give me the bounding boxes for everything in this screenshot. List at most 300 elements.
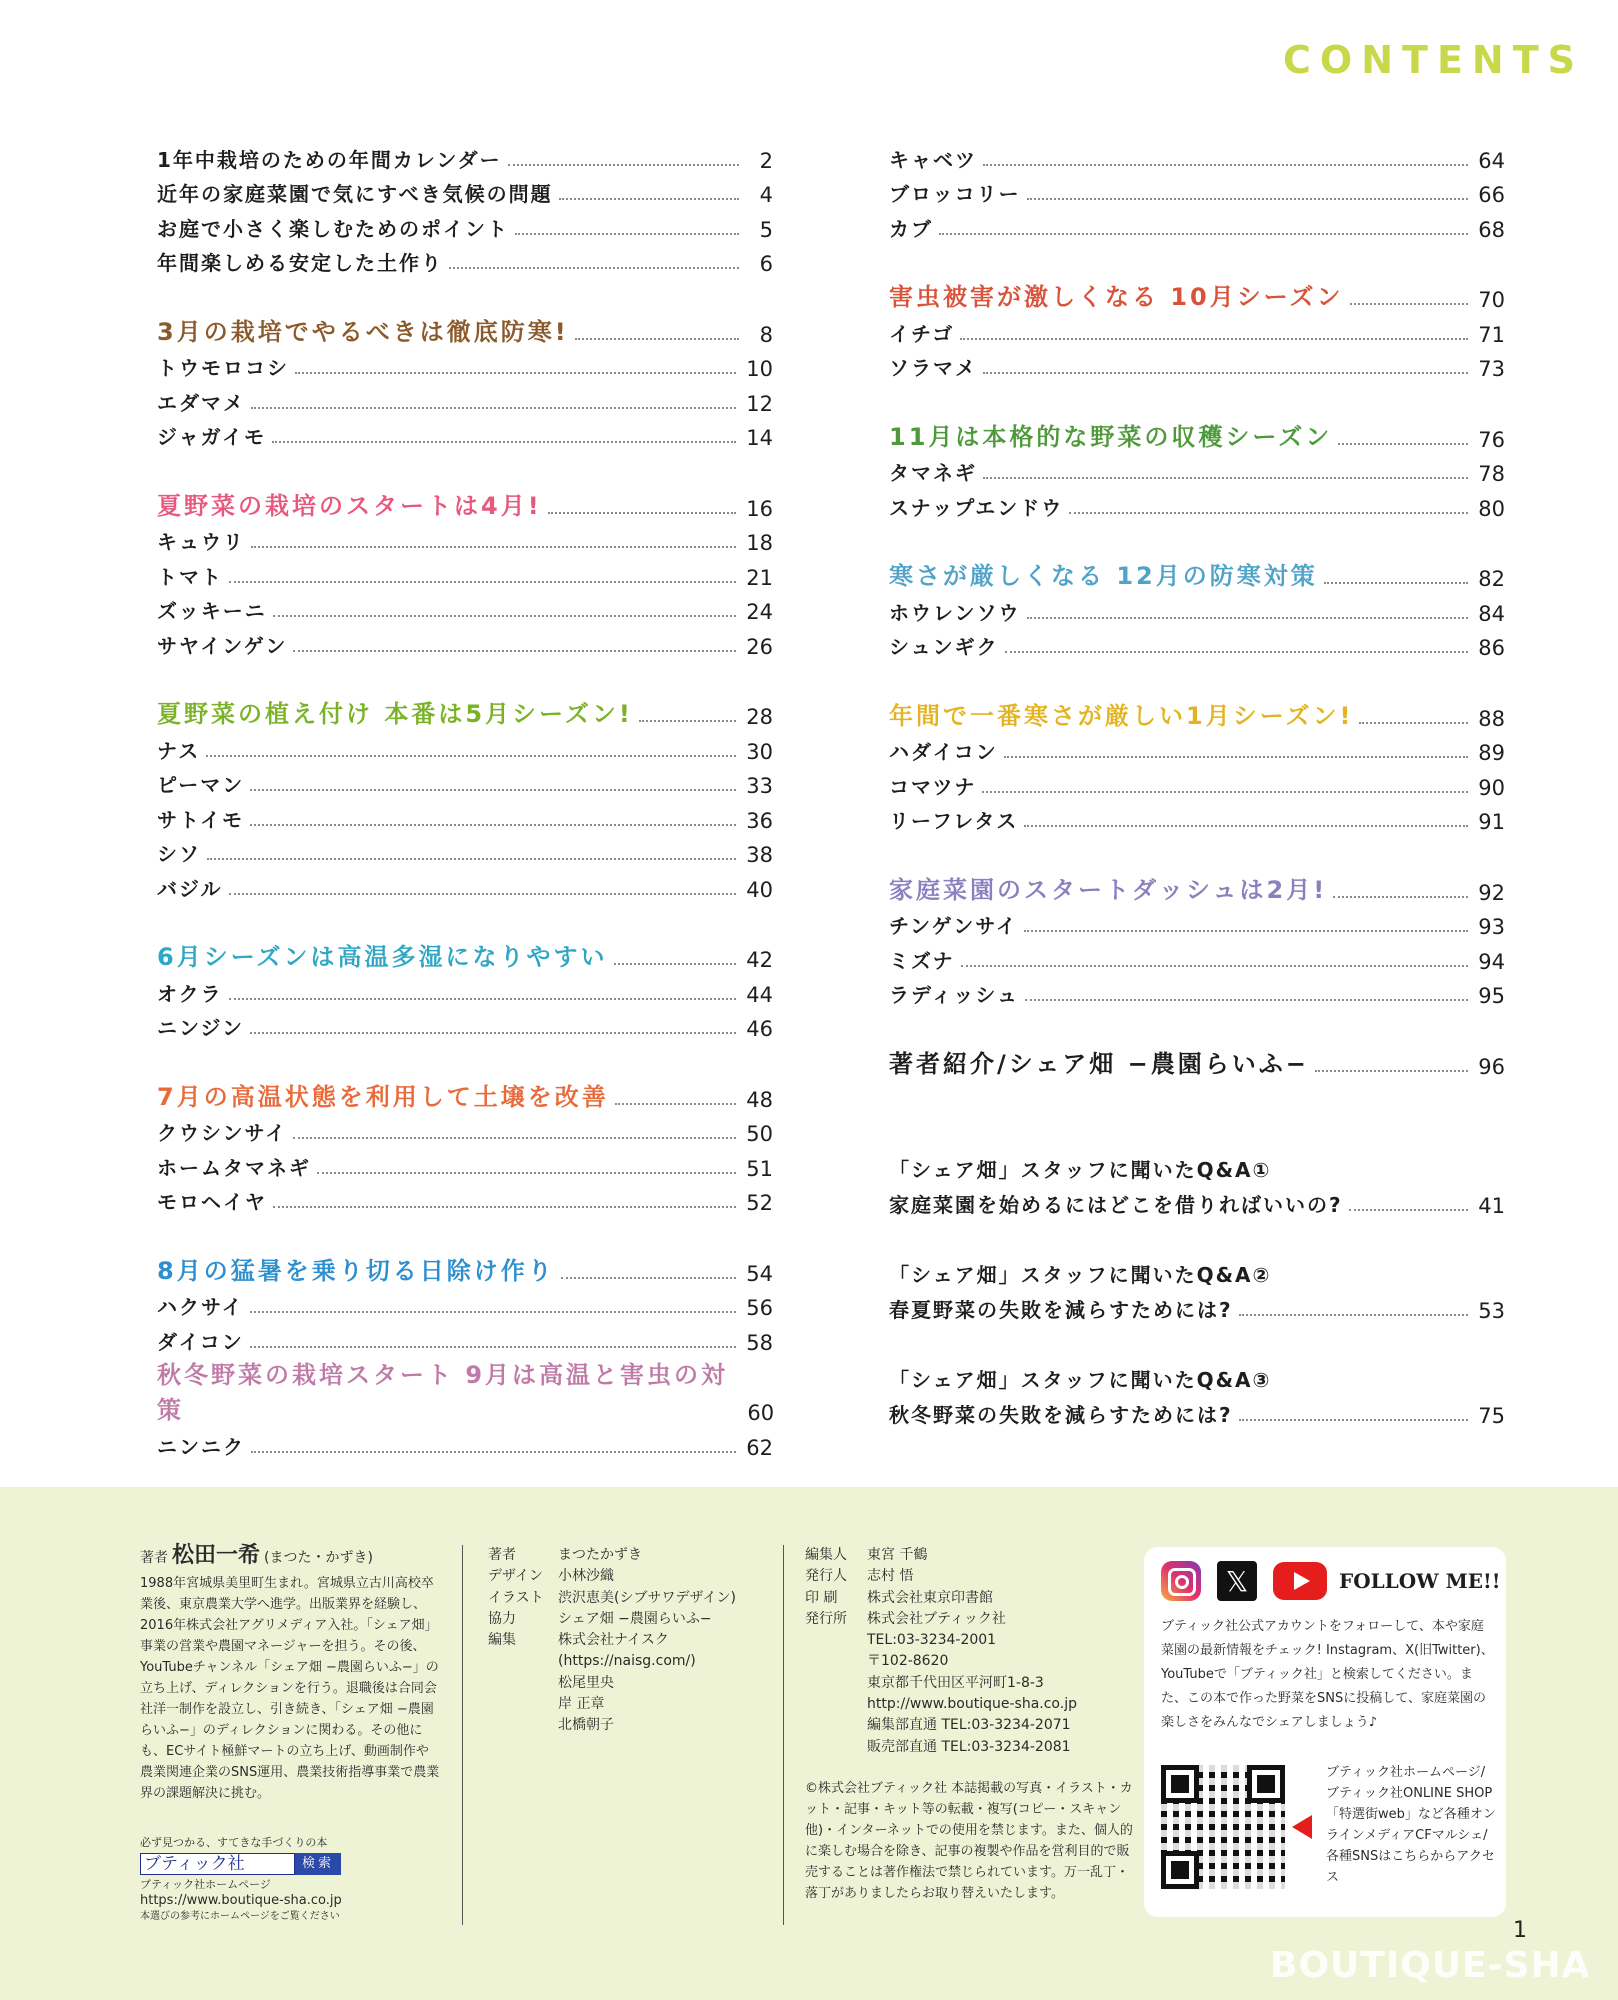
toc-entry[interactable]	[889, 1288, 1505, 1323]
entry-label: バジル	[157, 876, 223, 901]
author-prefix: 著者	[140, 1550, 168, 1566]
entry-label: 11月は本格的な野菜の収穫シーズン	[889, 422, 1333, 451]
arrow-left-icon	[1292, 1815, 1312, 1839]
credit-role	[805, 1737, 867, 1758]
entry-label: 春夏野菜の失敗を減らすためには?	[889, 1297, 1233, 1322]
toc-entry[interactable]	[157, 1181, 773, 1216]
toc-entry[interactable]	[157, 416, 773, 451]
page-ref: 58	[746, 1330, 773, 1355]
leader-dots	[250, 824, 736, 826]
entry-label: イチゴ	[889, 321, 955, 346]
publisher-row	[805, 1694, 1135, 1715]
entry-label: ラディッシュ	[889, 983, 1019, 1007]
entry-label: ズッキーニ	[157, 599, 267, 623]
sns-links-text: ブティック社ホームページ/ブティック社ONLINE SHOP「特選街web」など各種オンラインメディアCFマルシェ/各種SNSはこちらからアクセス	[1326, 1765, 1496, 1885]
youtube-icon[interactable]	[1273, 1562, 1327, 1600]
credit-role: 編集人	[805, 1547, 847, 1563]
entry-label: 年間で一番寒さが厳しい1月シーズン!	[889, 701, 1354, 730]
divider	[462, 1545, 463, 1925]
leader-dots	[317, 1172, 736, 1174]
leader-dots	[295, 372, 736, 374]
entry-label: 6月シーズンは高温多湿になりやすい	[157, 943, 608, 971]
page-ref: 92	[1478, 880, 1505, 905]
entry-label: お庭で小さく楽しむためのポイント	[157, 216, 509, 241]
page-ref: 93	[1478, 915, 1505, 939]
leader-dots	[1338, 443, 1468, 445]
credit-value: まつたかずき	[558, 1547, 642, 1563]
staff-row	[488, 1630, 736, 1651]
entry-label: 8月の猛暑を乗り切る日除け作り	[157, 1256, 555, 1285]
leader-dots	[639, 720, 736, 722]
leader-dots	[206, 755, 736, 757]
leader-dots	[293, 1137, 736, 1139]
toc-entry[interactable]	[889, 939, 1505, 974]
entry-label: 夏野菜の植え付け 本番は5月シーズン!	[157, 700, 633, 728]
staff-row	[488, 1588, 736, 1609]
entry-label: コマツナ	[889, 774, 977, 799]
credit-role	[488, 1673, 558, 1694]
entry-label: 7月の高温状態を利用して土壌を改善	[157, 1082, 609, 1111]
toc-section-heading[interactable]	[889, 417, 1505, 452]
entry-label: リーフレタス	[889, 809, 1019, 833]
page-ref: 38	[746, 843, 773, 867]
toc-entry[interactable]	[157, 1286, 773, 1321]
leader-dots	[982, 791, 1468, 793]
page-ref: 90	[1478, 775, 1505, 800]
toc-section-heading[interactable]	[157, 312, 773, 347]
page-ref: 21	[746, 565, 773, 590]
toc-entry[interactable]	[157, 207, 773, 242]
leader-dots	[1027, 198, 1469, 200]
publisher-row	[805, 1630, 1135, 1651]
page-ref: 16	[746, 496, 773, 521]
publisher-row	[805, 1588, 1135, 1609]
leader-dots	[1333, 896, 1468, 898]
toc-section-heading[interactable]	[157, 938, 773, 973]
toc-entry[interactable]	[889, 347, 1505, 382]
leader-dots	[508, 164, 739, 166]
staff-row	[488, 1609, 736, 1630]
qr-code-icon[interactable]	[1161, 1765, 1285, 1889]
credit-value: 岸 正章	[558, 1696, 605, 1713]
toc-entry[interactable]	[889, 1183, 1505, 1218]
toc-entry[interactable]	[157, 173, 773, 208]
leader-dots	[250, 1346, 736, 1348]
page-ref: 51	[746, 1156, 773, 1181]
leader-dots	[229, 581, 736, 583]
publisher-row	[805, 1715, 1135, 1736]
leader-dots	[983, 477, 1468, 479]
author-bio: 1988年宮城県美里町生まれ。宮城県立古川高校卒業後、東京農業大学へ進学。出版業界を経験し、2016年株式会社アグリメディア入社。「シェア畑」事業の営業や農園マネージャーを担う。その後、YouTubeチャンネル「シェア畑 −農園らいふ−」の立ち上げ、ディレクションを行う。退職後は合同会社洋一制作を設立し、引き続き、「シェア畑 −農園らいふ−」のディレクションに関わる。その他にも、ECサイト極鮮マートの立ち上げ、動画制作や農業関連企業のSNS運用、農業技術指導事業で農業界の課題解決に挑む。	[140, 1576, 440, 1801]
toc-entry[interactable]	[889, 974, 1505, 1009]
entry-label: 害虫被害が激しくなる 10月シーズン	[889, 283, 1344, 311]
instagram-icon[interactable]	[1161, 1561, 1201, 1601]
search-input[interactable]: ブティック社	[140, 1853, 295, 1875]
page-ref: 48	[746, 1087, 773, 1112]
credit-value: 志村 悟	[867, 1568, 914, 1585]
entry-label: サヤインゲン	[157, 633, 288, 658]
homepage-note: 本選びの参考にホームページをご覧ください	[140, 1911, 340, 1922]
entry-label: ブロッコリー	[889, 182, 1021, 206]
toc-entry[interactable]	[157, 764, 773, 799]
page-ref: 26	[746, 634, 773, 659]
author-reading: (まつた・かずき)	[264, 1550, 373, 1566]
leader-dots	[251, 546, 736, 548]
leader-dots	[1025, 999, 1468, 1001]
credit-role: 発行所	[805, 1610, 847, 1627]
leader-dots	[251, 1451, 736, 1453]
leader-dots	[1024, 825, 1468, 827]
publisher-row	[805, 1651, 1135, 1672]
leader-dots	[939, 233, 1468, 235]
page-title: CONTENTS	[1283, 38, 1584, 82]
credit-value: 渋沢恵美(シブサワデザイン)	[558, 1589, 736, 1606]
entry-label: トウモロコシ	[157, 356, 289, 380]
staff-row	[488, 1566, 736, 1587]
leader-dots	[983, 164, 1468, 166]
page-ref: 12	[746, 391, 773, 416]
entry-label: ニンジン	[157, 1016, 244, 1040]
toc-entry[interactable]	[157, 1146, 773, 1181]
entry-label: シソ	[157, 842, 201, 866]
toc-section-heading[interactable]	[157, 1251, 773, 1286]
toc-entry[interactable]	[889, 452, 1505, 487]
leader-dots	[293, 650, 736, 652]
toc-entry[interactable]	[157, 1320, 773, 1355]
page-ref: 8	[759, 322, 773, 347]
toc-entry[interactable]	[157, 798, 773, 833]
credit-role	[805, 1694, 867, 1715]
entry-label: タマネギ	[889, 461, 977, 485]
entry-label: ナス	[157, 738, 201, 763]
toc-entry[interactable]	[157, 242, 773, 277]
toc-entry[interactable]	[889, 312, 1505, 347]
entry-label: キュウリ	[157, 530, 245, 554]
page-ref: 52	[746, 1191, 773, 1215]
leader-dots	[1024, 930, 1468, 932]
toc-entry[interactable]	[157, 1425, 773, 1460]
leader-dots	[1349, 1209, 1469, 1211]
toc-entry[interactable]	[157, 347, 773, 382]
entry-label: ピーマン	[157, 773, 245, 797]
credit-role: イラスト	[488, 1589, 544, 1606]
toc-section-heading[interactable]	[157, 1077, 773, 1112]
credit-value: 北橋朝子	[558, 1717, 614, 1734]
page-ref: 89	[1478, 741, 1505, 765]
credit-value: 東宮 千鶴	[867, 1547, 928, 1563]
leader-dots	[1324, 582, 1469, 584]
page-ref: 71	[1478, 322, 1505, 347]
page-ref: 64	[1478, 148, 1505, 173]
staff-row	[488, 1694, 736, 1715]
credit-role: デザイン	[488, 1568, 544, 1585]
leader-dots	[250, 1311, 737, 1313]
credit-role: 印 刷	[805, 1589, 838, 1606]
toc-entry[interactable]	[157, 1112, 773, 1147]
leader-dots	[1069, 512, 1468, 514]
entry-label: 寒さが厳しくなる 12月の防寒対策	[889, 562, 1318, 590]
leader-dots	[515, 233, 739, 235]
leader-dots	[614, 963, 737, 965]
page-number: 1	[1513, 1918, 1527, 1943]
leader-dots	[251, 407, 736, 409]
toc-entry[interactable]	[157, 1007, 773, 1042]
credit-role	[805, 1673, 867, 1694]
page-ref: 84	[1478, 601, 1505, 626]
page-ref: 14	[746, 426, 773, 450]
leader-dots	[1350, 303, 1469, 305]
entry-label: 秋冬野菜の失敗を減らすためには?	[889, 1402, 1233, 1427]
search-button[interactable]: 検索	[295, 1853, 341, 1875]
credit-value: TEL:03-3234-2001	[867, 1632, 997, 1649]
page-ref: 68	[1478, 217, 1505, 242]
page-ref: 75	[1478, 1403, 1505, 1428]
leader-dots	[1239, 1314, 1469, 1316]
toc-entry[interactable]	[157, 867, 773, 902]
toc-section-heading[interactable]	[157, 1361, 775, 1426]
toc-section-heading[interactable]	[889, 696, 1505, 731]
toc-entry[interactable]	[889, 765, 1505, 800]
entry-label: 秋冬野菜の栽培スタート 9月は高温と害虫の対策	[157, 1361, 729, 1424]
credit-value: (https://naisg.com/)	[558, 1653, 696, 1670]
leader-dots	[229, 893, 737, 895]
staff-row	[488, 1545, 736, 1566]
credit-role: 著者	[488, 1547, 516, 1563]
leader-dots	[1027, 617, 1469, 619]
page-ref: 5	[759, 217, 773, 242]
entry-label: 1年中栽培のための年間カレンダー	[157, 147, 502, 172]
leader-dots	[559, 198, 739, 200]
page-ref: 82	[1478, 567, 1505, 591]
copyright-notice: ©株式会社ブティック社 本誌掲載の写真・イラスト・カット・記事・キット等の転載・複写(コピー・スキャン他)・インターネットでの使用を禁じます。また、個人的に楽しむ場合を除き、記事の複製や作品を営利目的で販売することは著作権法で禁じられています。万一乱丁・落丁がありましたらお取り替えいたします。	[805, 1781, 1133, 1901]
entry-label: スナップエンドウ	[889, 495, 1064, 520]
page-ref: 50	[746, 1122, 773, 1146]
publisher-row	[805, 1673, 1135, 1694]
toc-entry[interactable]	[157, 972, 773, 1007]
toc-entry[interactable]	[157, 590, 773, 625]
page-ref: 30	[746, 739, 773, 764]
page-ref: 41	[1478, 1193, 1505, 1218]
publisher-row	[805, 1609, 1135, 1630]
toc-entry[interactable]	[889, 207, 1505, 242]
entry-label: ダイコン	[157, 1329, 244, 1354]
page-ref: 91	[1478, 810, 1505, 834]
page-ref: 42	[746, 948, 773, 972]
sns-description: ブティック社公式アカウントをフォローして、本や家庭菜園の最新情報をチェック! Instagram、X(旧Twitter)、YouTubeで「ブティック社」と検索してください。また、この本で作った野菜をSNSに投稿して、家庭菜園の楽しさをみんなでシェアしましょう♪	[1161, 1619, 1494, 1730]
x-icon[interactable]: 𝕏	[1217, 1561, 1257, 1601]
page-ref: 54	[746, 1261, 773, 1286]
page-ref: 66	[1478, 183, 1505, 207]
toc-left-column	[157, 138, 773, 1460]
follow-label: FOLLOW ME!!	[1339, 1569, 1501, 1593]
page-ref: 88	[1478, 706, 1505, 731]
search-promo	[140, 1835, 460, 1925]
qa-heading: 「シェア畑」スタッフに聞いたQ&A②	[889, 1263, 1272, 1287]
credit-value: 株式会社ナイスク	[558, 1632, 669, 1649]
credit-value: http://www.boutique-sha.co.jp	[867, 1696, 1077, 1713]
toc-entry[interactable]	[889, 138, 1505, 173]
toc-entry[interactable]	[889, 173, 1505, 208]
qa-heading: 「シェア畑」スタッフに聞いたQ&A①	[889, 1158, 1272, 1182]
entry-label: ホームタマネギ	[157, 1155, 311, 1180]
leader-dots	[273, 1206, 736, 1208]
entry-label: カブ	[889, 216, 933, 241]
toc-entry[interactable]	[889, 591, 1505, 626]
publisher-row	[805, 1737, 1135, 1758]
credit-role	[805, 1651, 867, 1672]
staff-row	[488, 1673, 736, 1694]
leader-dots	[575, 338, 739, 340]
leader-dots	[1359, 722, 1468, 724]
page-ref: 70	[1478, 288, 1505, 312]
credit-role: 編集	[488, 1632, 516, 1649]
publisher-row	[805, 1566, 1135, 1587]
page-ref: 53	[1478, 1298, 1505, 1323]
entry-label: 近年の家庭菜園で気にすべき気候の問題	[157, 182, 553, 206]
leader-dots	[983, 372, 1468, 374]
leader-dots	[548, 512, 737, 514]
entry-label: 家庭菜園を始めるにはどこを借りればいいの?	[889, 1192, 1343, 1217]
toc-entry[interactable]	[157, 521, 773, 556]
entry-label: トマト	[157, 564, 223, 589]
page-ref: 78	[1478, 462, 1505, 486]
entry-label: モロヘイヤ	[157, 1190, 267, 1214]
credit-value: 販売部直通 TEL:03-3234-2081	[867, 1738, 1071, 1755]
entry-label: 年間楽しめる安定した土作り	[157, 251, 443, 275]
credit-value: 編集部直通 TEL:03-3234-2071	[867, 1717, 1071, 1734]
toc-entry[interactable]	[889, 800, 1505, 835]
entry-label: 著者紹介/シェア畑 −農園らいふ−	[889, 1049, 1309, 1078]
entry-label: 夏野菜の栽培のスタートは4月!	[157, 491, 542, 520]
sns-card	[1144, 1547, 1506, 1917]
page-ref: 6	[759, 252, 773, 276]
author-profile	[140, 1545, 440, 1804]
credit-role: 協力	[488, 1610, 516, 1627]
entry-label: 家庭菜園のスタートダッシュは2月!	[889, 875, 1328, 904]
page-ref: 28	[746, 705, 773, 729]
page-ref: 80	[1478, 496, 1505, 521]
leader-dots	[250, 789, 736, 791]
toc-entry[interactable]	[157, 138, 773, 173]
credit-value: シェア畑 −農園らいふ−	[558, 1610, 712, 1627]
leader-dots	[250, 1032, 736, 1034]
leader-dots	[1004, 756, 1468, 758]
page-ref: 56	[746, 1296, 773, 1320]
credit-value: 松尾里央	[558, 1674, 614, 1691]
toc-entry[interactable]	[889, 1393, 1505, 1428]
author-name: 松田一希	[172, 1543, 261, 1568]
page-ref: 60	[747, 1401, 775, 1425]
page-ref: 44	[746, 982, 773, 1007]
toc-section-heading[interactable]	[889, 557, 1505, 592]
staff-row	[488, 1715, 736, 1736]
leader-dots	[561, 1277, 737, 1279]
page-ref: 18	[746, 531, 773, 555]
page-ref: 2	[759, 148, 773, 173]
credit-value: 小林沙織	[558, 1568, 614, 1585]
credit-role	[488, 1715, 558, 1736]
page-ref: 94	[1478, 949, 1505, 974]
page-ref: 4	[759, 183, 773, 207]
entry-label: ハクサイ	[157, 1295, 244, 1319]
homepage-url[interactable]: https://www.boutique-sha.co.jp	[140, 1893, 342, 1908]
leader-dots	[960, 338, 1468, 340]
credit-role	[805, 1630, 867, 1651]
page-ref: 40	[746, 877, 773, 902]
leader-dots	[272, 441, 736, 443]
entry-label: ソラマメ	[889, 356, 977, 380]
toc-entry[interactable]	[889, 905, 1505, 940]
entry-label: シュンギク	[889, 635, 999, 659]
credit-role	[805, 1715, 867, 1736]
entry-label: サトイモ	[157, 807, 244, 832]
toc-section-heading[interactable]	[157, 695, 773, 730]
entry-label: ジャガイモ	[157, 425, 266, 449]
page-ref: 95	[1478, 984, 1505, 1008]
credit-role	[488, 1694, 558, 1715]
page-ref: 73	[1478, 357, 1505, 381]
entry-label: 3月の栽培でやるべきは徹底防寒!	[157, 317, 569, 346]
toc-entry[interactable]	[889, 486, 1505, 521]
toc-section-heading[interactable]	[889, 870, 1505, 905]
page-ref: 33	[746, 774, 773, 798]
credit-value: 〒102-8620	[867, 1653, 949, 1670]
leader-dots	[207, 858, 736, 860]
entry-label: ハダイコン	[889, 740, 998, 764]
credit-role: 発行人	[805, 1568, 847, 1585]
brand-watermark: BOUTIQUE-SHA	[1270, 1945, 1591, 1986]
entry-label: ミズナ	[889, 948, 955, 973]
toc-entry[interactable]	[889, 626, 1505, 661]
search-tagline: 必ず見つかる、すてきな手づくりの本	[140, 1836, 328, 1849]
toc-section-heading[interactable]	[889, 278, 1505, 313]
leader-dots	[1005, 651, 1469, 653]
toc-entry[interactable]	[889, 731, 1505, 766]
page-ref: 96	[1478, 1054, 1505, 1079]
entry-label: クウシンサイ	[157, 1121, 288, 1145]
toc-section-heading[interactable]	[157, 486, 773, 521]
entry-label: ニンニク	[157, 1434, 245, 1459]
divider	[783, 1545, 784, 1925]
page-ref: 24	[746, 600, 773, 624]
entry-label: エダマメ	[157, 390, 245, 415]
leader-dots	[273, 615, 736, 617]
qa-heading: 「シェア畑」スタッフに聞いたQ&A③	[889, 1368, 1272, 1392]
toc-right-column	[889, 138, 1505, 1428]
credit-value: 株式会社東京印書館	[867, 1589, 993, 1606]
leader-dots	[1239, 1419, 1469, 1421]
toc-entry[interactable]	[157, 833, 773, 868]
toc-entry[interactable]	[157, 624, 773, 659]
staff-credits	[488, 1545, 736, 1737]
leader-dots	[229, 998, 737, 1000]
leader-dots	[449, 267, 739, 269]
credit-value: 株式会社ブティック社	[867, 1610, 1006, 1627]
staff-row	[488, 1651, 736, 1672]
toc-entry[interactable]	[157, 729, 773, 764]
page-ref: 76	[1478, 427, 1505, 452]
toc-entry[interactable]	[889, 1044, 1505, 1079]
toc-entry[interactable]	[157, 555, 773, 590]
credit-value: 東京都千代田区平河町1-8-3	[867, 1674, 1044, 1691]
publisher-info	[805, 1545, 1135, 1758]
leader-dots	[615, 1103, 737, 1105]
homepage-label: ブティック社ホームページ	[140, 1878, 271, 1891]
page-ref: 86	[1478, 636, 1505, 660]
page-ref: 10	[746, 357, 773, 381]
toc-entry[interactable]	[157, 381, 773, 416]
page-ref: 62	[746, 1435, 773, 1460]
